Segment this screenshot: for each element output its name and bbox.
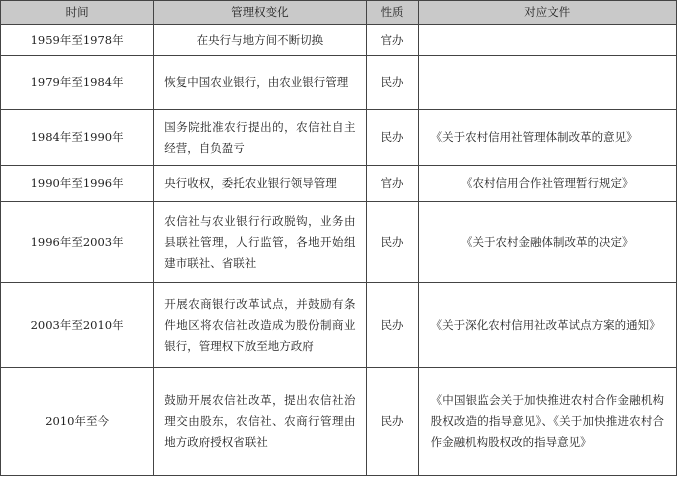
cell-document: 《关于农村金融体制改革的决定》 xyxy=(418,202,676,283)
cell-document xyxy=(418,25,676,56)
cell-change: 农信社与农业银行行政脱钩，业务由县联社管理，人行监管，各地开始组建市联社、省联社 xyxy=(154,202,366,283)
cell-time: 1990年至1996年 xyxy=(1,166,154,202)
cell-time: 1984年至1990年 xyxy=(1,110,154,166)
table-row xyxy=(1,25,677,56)
header-change: 管理权变化 xyxy=(154,1,366,25)
header-nature: 性质 xyxy=(366,1,418,25)
table-row xyxy=(1,110,677,166)
cell-document: 《关于农村信用社管理体制改革的意见》 xyxy=(418,110,676,166)
cell-time: 1996年至2003年 xyxy=(1,202,154,283)
cell-change: 在央行与地方间不断切换 xyxy=(154,25,366,56)
cell-document: 《农村信用合作社管理暂行规定》 xyxy=(418,166,676,202)
cell-document: 《中国银监会关于加快推进农村合作金融机构股权改造的指导意见》、《关于加快推进农村合作金融机构股权改的指导意见》 xyxy=(418,368,676,476)
header-time: 时间 xyxy=(1,1,154,25)
table-header xyxy=(1,1,677,25)
cell-change: 开展农商银行改革试点，并鼓励有条件地区将农信社改造成为股份制商业银行，管理权下放至地方政府 xyxy=(154,283,366,368)
cell-nature: 民办 xyxy=(366,368,418,476)
cell-time: 2010年至今 xyxy=(1,368,154,476)
cell-change: 央行收权，委托农业银行领导管理 xyxy=(154,166,366,202)
cell-document: 《关于深化农村信用社改革试点方案的通知》 xyxy=(418,283,676,368)
table-row xyxy=(1,56,677,110)
table-row xyxy=(1,202,677,283)
cell-nature: 民办 xyxy=(366,56,418,110)
cell-change: 鼓励开展农信社改革，提出农信社治理交由股东，农信社、农商行管理由地方政府授权省联社 xyxy=(154,368,366,476)
cell-nature: 民办 xyxy=(366,110,418,166)
cell-document xyxy=(418,56,676,110)
table-body xyxy=(1,25,677,476)
header-row xyxy=(1,1,677,25)
cell-nature: 民办 xyxy=(366,202,418,283)
cell-time: 1979年至1984年 xyxy=(1,56,154,110)
cell-nature: 民办 xyxy=(366,283,418,368)
cell-change: 国务院批准农行提出的，农信社自主经营，自负盈亏 xyxy=(154,110,366,166)
cell-time: 2003年至2010年 xyxy=(1,283,154,368)
cell-nature: 官办 xyxy=(366,25,418,56)
cell-time: 1959年至1978年 xyxy=(1,25,154,56)
table-row xyxy=(1,368,677,476)
cell-change: 恢复中国农业银行，由农业银行管理 xyxy=(154,56,366,110)
table-row xyxy=(1,283,677,368)
header-document: 对应文件 xyxy=(418,1,676,25)
table-row xyxy=(1,166,677,202)
cell-nature: 官办 xyxy=(366,166,418,202)
